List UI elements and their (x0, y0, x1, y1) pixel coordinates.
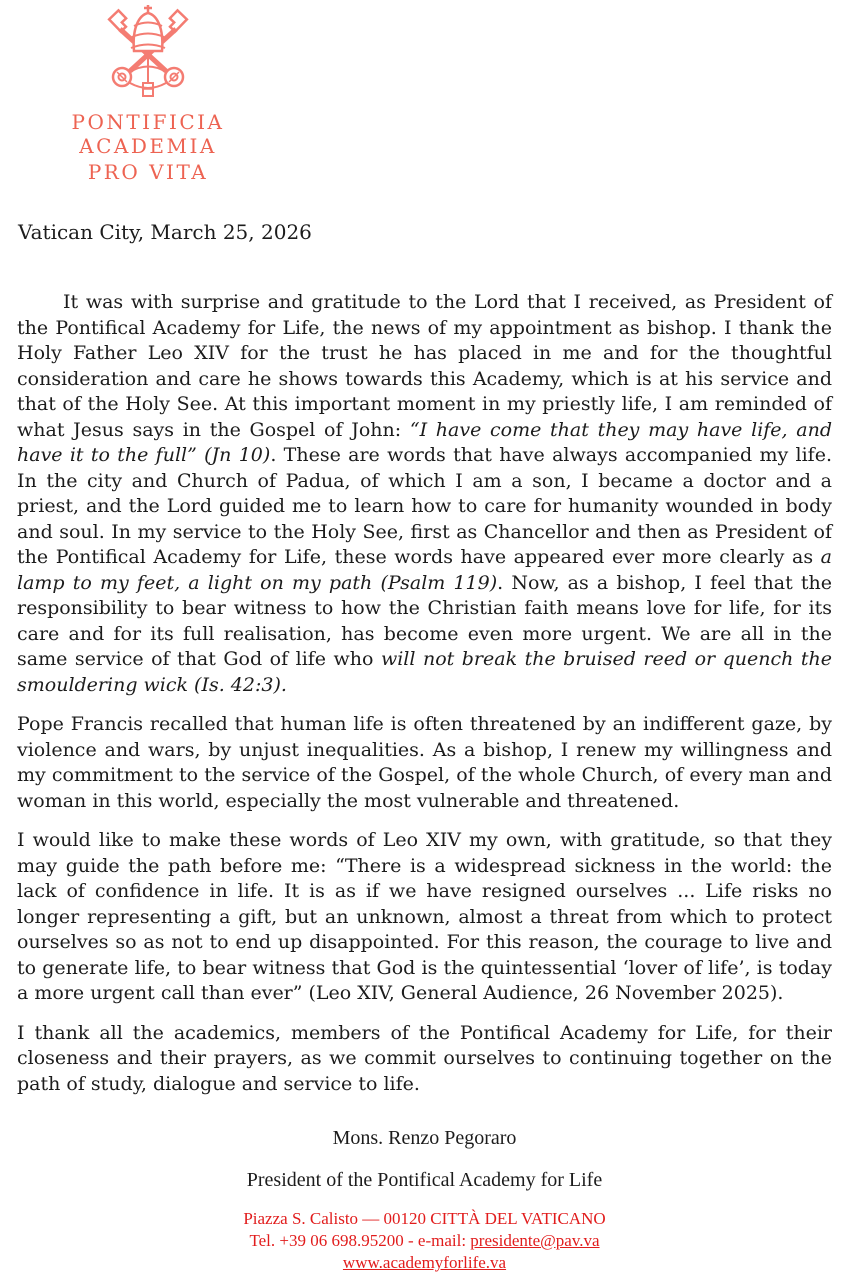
footer-contact-line (0, 1230, 849, 1252)
paragraph: It was with surprise and gratitude to the Lord that I received, as President of the Pontifical Academy for Life, the news of my appointment as bishop. I thank the Holy Father Leo XIV for the trust he has placed in me and for the thoughtful consideration and care he shows towards this Academy, which is at his service and that of the Holy See. At this important moment in my priestly life, I am reminded of what Jesus says in the Gospel of John: “I have come that they may have life, and have it to the full” (Jn 10). These are words that have always accompanied my life. In the city and Church of Padua, of which I am a son, I became a doctor and a priest, and the Lord guided me to learn how to care for humanity wounded in body and soul. In my service to the Holy See, first as Chancellor and then as President of the Pontifical Academy for Life, these words have appeared ever more clearly as a lamp to my feet, a light on my path (Psalm 119). Now, as a bishop, I feel that the responsibility to bear witness to how the Christian faith means love for life, for its care and for its full realisation, has become even more urgent. We are all in the same service of that God of life who will not break the bruised reed or quench the smouldering wick (Is. 42:3). (17, 291, 833, 696)
footer-website-line (0, 1252, 849, 1274)
letterhead (8, 0, 288, 184)
vatican-emblem-icon (93, 4, 203, 98)
org-name-line1: PONTIFICIA ACADEMIA (71, 110, 225, 158)
footer-tel: Tel. +39 06 698.95200 - e-mail: (249, 1231, 471, 1250)
signature-title: President of the Pontifical Academy for Life (246, 1169, 603, 1191)
footer-address: Piazza S. Calisto — 00120 CITTÀ DEL VATICANO (243, 1209, 606, 1228)
signature-block (0, 1125, 849, 1193)
footer-email-link[interactable]: presidente@pav.va (470, 1231, 600, 1250)
paragraph: I would like to make these words of Leo XIV my own, with gratitude, so that they may guide the path before me: “There is a widespread sickness in the world: the lack of confidence in life. It is as if we have resigned ourselves ... Life risks no longer representing a gift, but an unknown, almost a threat from which to protect ourselves so as not to end up disappointed. For this reason, the courage to live and to generate life, to bear witness that God is the quintessential ‘lover of life’, is today a more urgent call than ever” (Leo XIV, General Audience, 26 November 2025). (17, 829, 832, 1004)
footer-website-link[interactable]: www.academyforlife.va (342, 1253, 507, 1272)
org-name-line2: PRO VITA (87, 160, 209, 184)
signature-name: Mons. Renzo Pegoraro (332, 1127, 517, 1149)
letter-body (17, 290, 832, 1097)
paragraph: Pope Francis recalled that human life is often threatened by an indifferent gaze, by violence and wars, by unjust inequalities. As a bishop, I renew my willingness and my commitment to the service of the Gospel, of the whole Church, of every man and woman in this world, especially the most vulnerable and threatened. (17, 713, 832, 812)
date-line: Vatican City, March 25, 2026 (18, 220, 312, 244)
paragraph: I thank all the academics, members of the Pontifical Academy for Life, for their closeness and their prayers, as we commit ourselves to continuing together on the path of study, dialogue and service to life. (17, 1021, 832, 1095)
letter-footer (0, 1208, 849, 1274)
